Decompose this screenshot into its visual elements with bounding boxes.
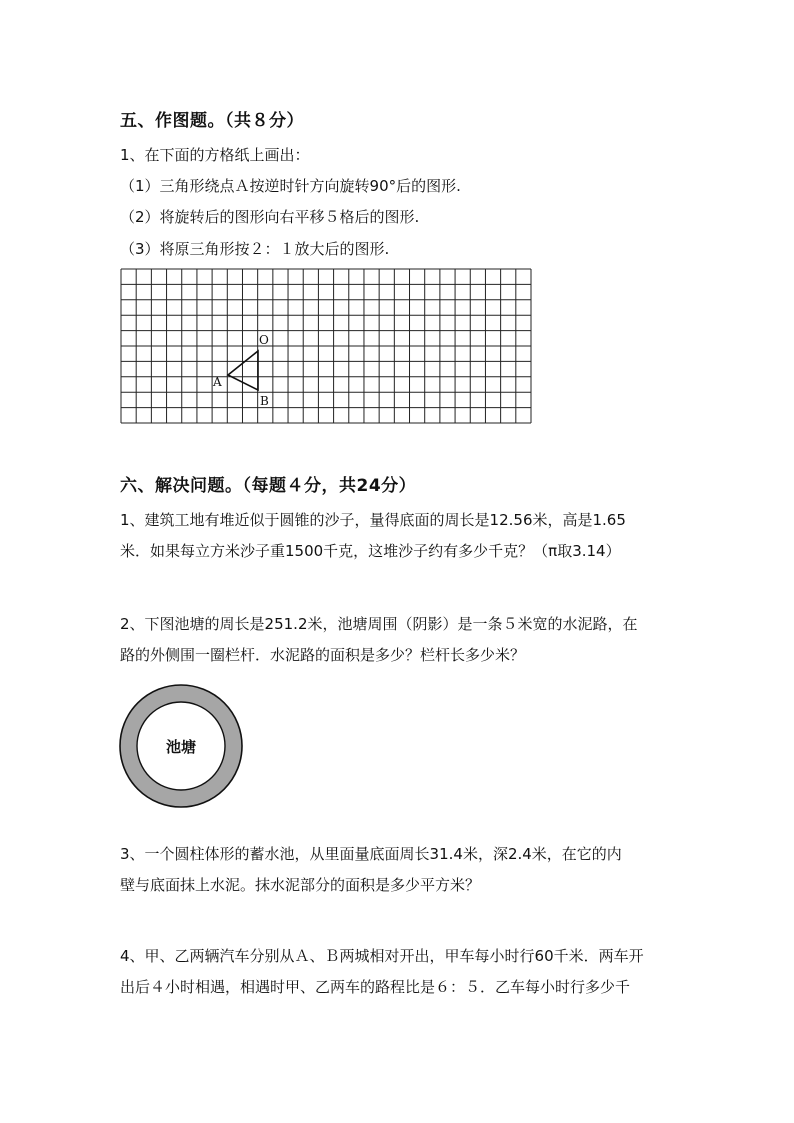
problem-1-line-1: 1、建筑工地有堆近似于圆锥的沙子，量得底面的周长是12.56米，高是1.65 [120,511,626,529]
label-a: A [213,375,222,389]
problem-2-line-1: 2、下图池塘的周长是251.2米，池塘周围（阴影）是一条５米宽的水泥路，在 [120,615,638,633]
graph-paper-grid [120,268,532,424]
problem-1-line-2: 米．如果每立方米沙子重1500千克，这堆沙子约有多少千克？（π取3.14） [120,542,621,560]
question-1-intro: 1、在下面的方格纸上画出： [120,146,310,164]
question-1-item-3: （3）将原三角形按２：１放大后的图形. [120,240,390,258]
label-b: B [260,394,269,408]
problem-4-line-2: 出后４小时相遇，相遇时甲、乙两车的路程比是６：５．乙车每小时行多少千 [120,978,631,996]
question-1-item-2: （2）将旋转后的图形向右平移５格后的图形. [120,208,420,226]
problem-3-line-2: 壁与底面抹上水泥。抹水泥部分的面积是多少平方米？ [120,876,481,894]
section-heading-drawing: 五、作图题。（共８分） [120,111,304,131]
label-o: O [259,333,269,347]
section-heading-problems: 六、解决问题。（每题４分，共24分） [120,476,417,496]
pond-diagram [118,683,244,809]
triangle-oab [228,351,258,390]
problem-3-line-1: 3、一个圆柱体形的蓄水池，从里面量底面周长31.4米，深2.4米，在它的内 [120,845,622,863]
problem-2-line-2: 路的外侧围一圈栏杆．水泥路的面积是多少？栏杆长多少米？ [120,646,526,664]
question-1-item-1: （1）三角形绕点Ａ按逆时针方向旋转90°后的图形. [120,177,461,195]
problem-4-line-1: 4、甲、乙两辆汽车分别从Ａ、Ｂ两城相对开出，甲车每小时行60千米．两车开 [120,947,644,965]
pond-label: 池塘 [165,738,197,756]
